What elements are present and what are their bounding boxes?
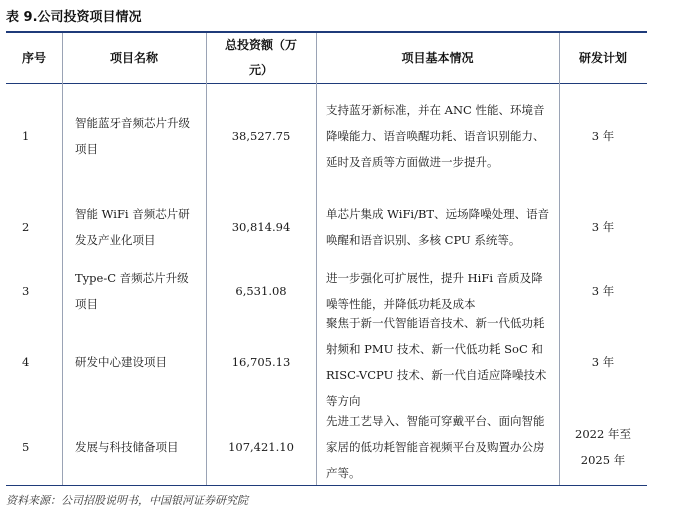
table-title: 表 9.公司投资项目情况: [6, 10, 142, 25]
row-plan: 2022 年至 2025 年: [575, 426, 631, 467]
row-no: 4: [22, 355, 30, 369]
header-amount: [206, 33, 316, 83]
row-desc: 单芯片集成 WiFi/BT、远场降噪处理、语音唤醒和语音识别、多核 CPU 系统等。: [326, 207, 550, 247]
row-amount: 107,421.10: [228, 439, 294, 454]
row-name: 发展与科技储备项目: [75, 439, 179, 454]
table-row: [6, 266, 647, 316]
row-plan: 3 年: [591, 284, 615, 298]
row-no: 3: [22, 284, 30, 298]
source-note: 资料来源：公司招股说明书，中国银河证券研究院: [6, 494, 248, 507]
row-name: 智能 WiFi 音频芯片研发及产业化项目: [75, 207, 190, 247]
row-name: Type-C 音频芯片升级项目: [75, 271, 189, 311]
header-no: 序号: [21, 50, 46, 65]
header-amount-line1: 总投资额（万: [224, 38, 297, 52]
table-row: [6, 188, 647, 266]
header-amount-line2: 元）: [248, 63, 273, 77]
row-desc: 支持蓝牙新标准，并在 ANC 性能、环境音降噪能力、语音唤醒功耗、语音识别能力、延时及音质等方面做进一步提升。: [326, 103, 545, 169]
row-amount: 16,705.13: [231, 355, 291, 369]
row-name: 智能蓝牙音频芯片升级项目: [75, 116, 190, 156]
header-plan: 研发计划: [578, 50, 627, 65]
table-row: [6, 316, 647, 408]
row-plan: 3 年: [591, 129, 615, 143]
table-row: [6, 408, 647, 485]
row-no: 5: [22, 439, 30, 454]
row-no: 1: [22, 129, 30, 143]
row-name: 研发中心建设项目: [75, 355, 167, 369]
header-desc: 项目基本情况: [401, 50, 474, 65]
row-plan: 3 年: [591, 355, 615, 369]
row-amount: 6,531.08: [235, 284, 287, 298]
row-desc: 进一步强化可扩展性，提升 HiFi 音质及降噪等性能，并降低功耗及成本: [326, 271, 543, 311]
row-plan: 3 年: [591, 220, 615, 234]
table-row: [6, 84, 647, 188]
row-desc: 先进工艺导入、智能可穿戴平台、面向智能家居的低功耗智能音视频平台及购置办公房产等。: [326, 413, 545, 480]
table-header: [6, 33, 647, 84]
row-amount: 38,527.75: [231, 129, 291, 143]
bottom-rule: [6, 485, 647, 486]
header-name: 项目名称: [109, 50, 158, 65]
row-desc: 聚焦于新一代智能语音技术、新一代低功耗射频和 PMU 技术、新一代低功耗 SoC 和 RISC-VCPU 技术、新一代自适应降噪技术等方向: [326, 316, 547, 408]
row-amount: 30,814.94: [231, 220, 291, 234]
row-no: 2: [22, 220, 30, 234]
